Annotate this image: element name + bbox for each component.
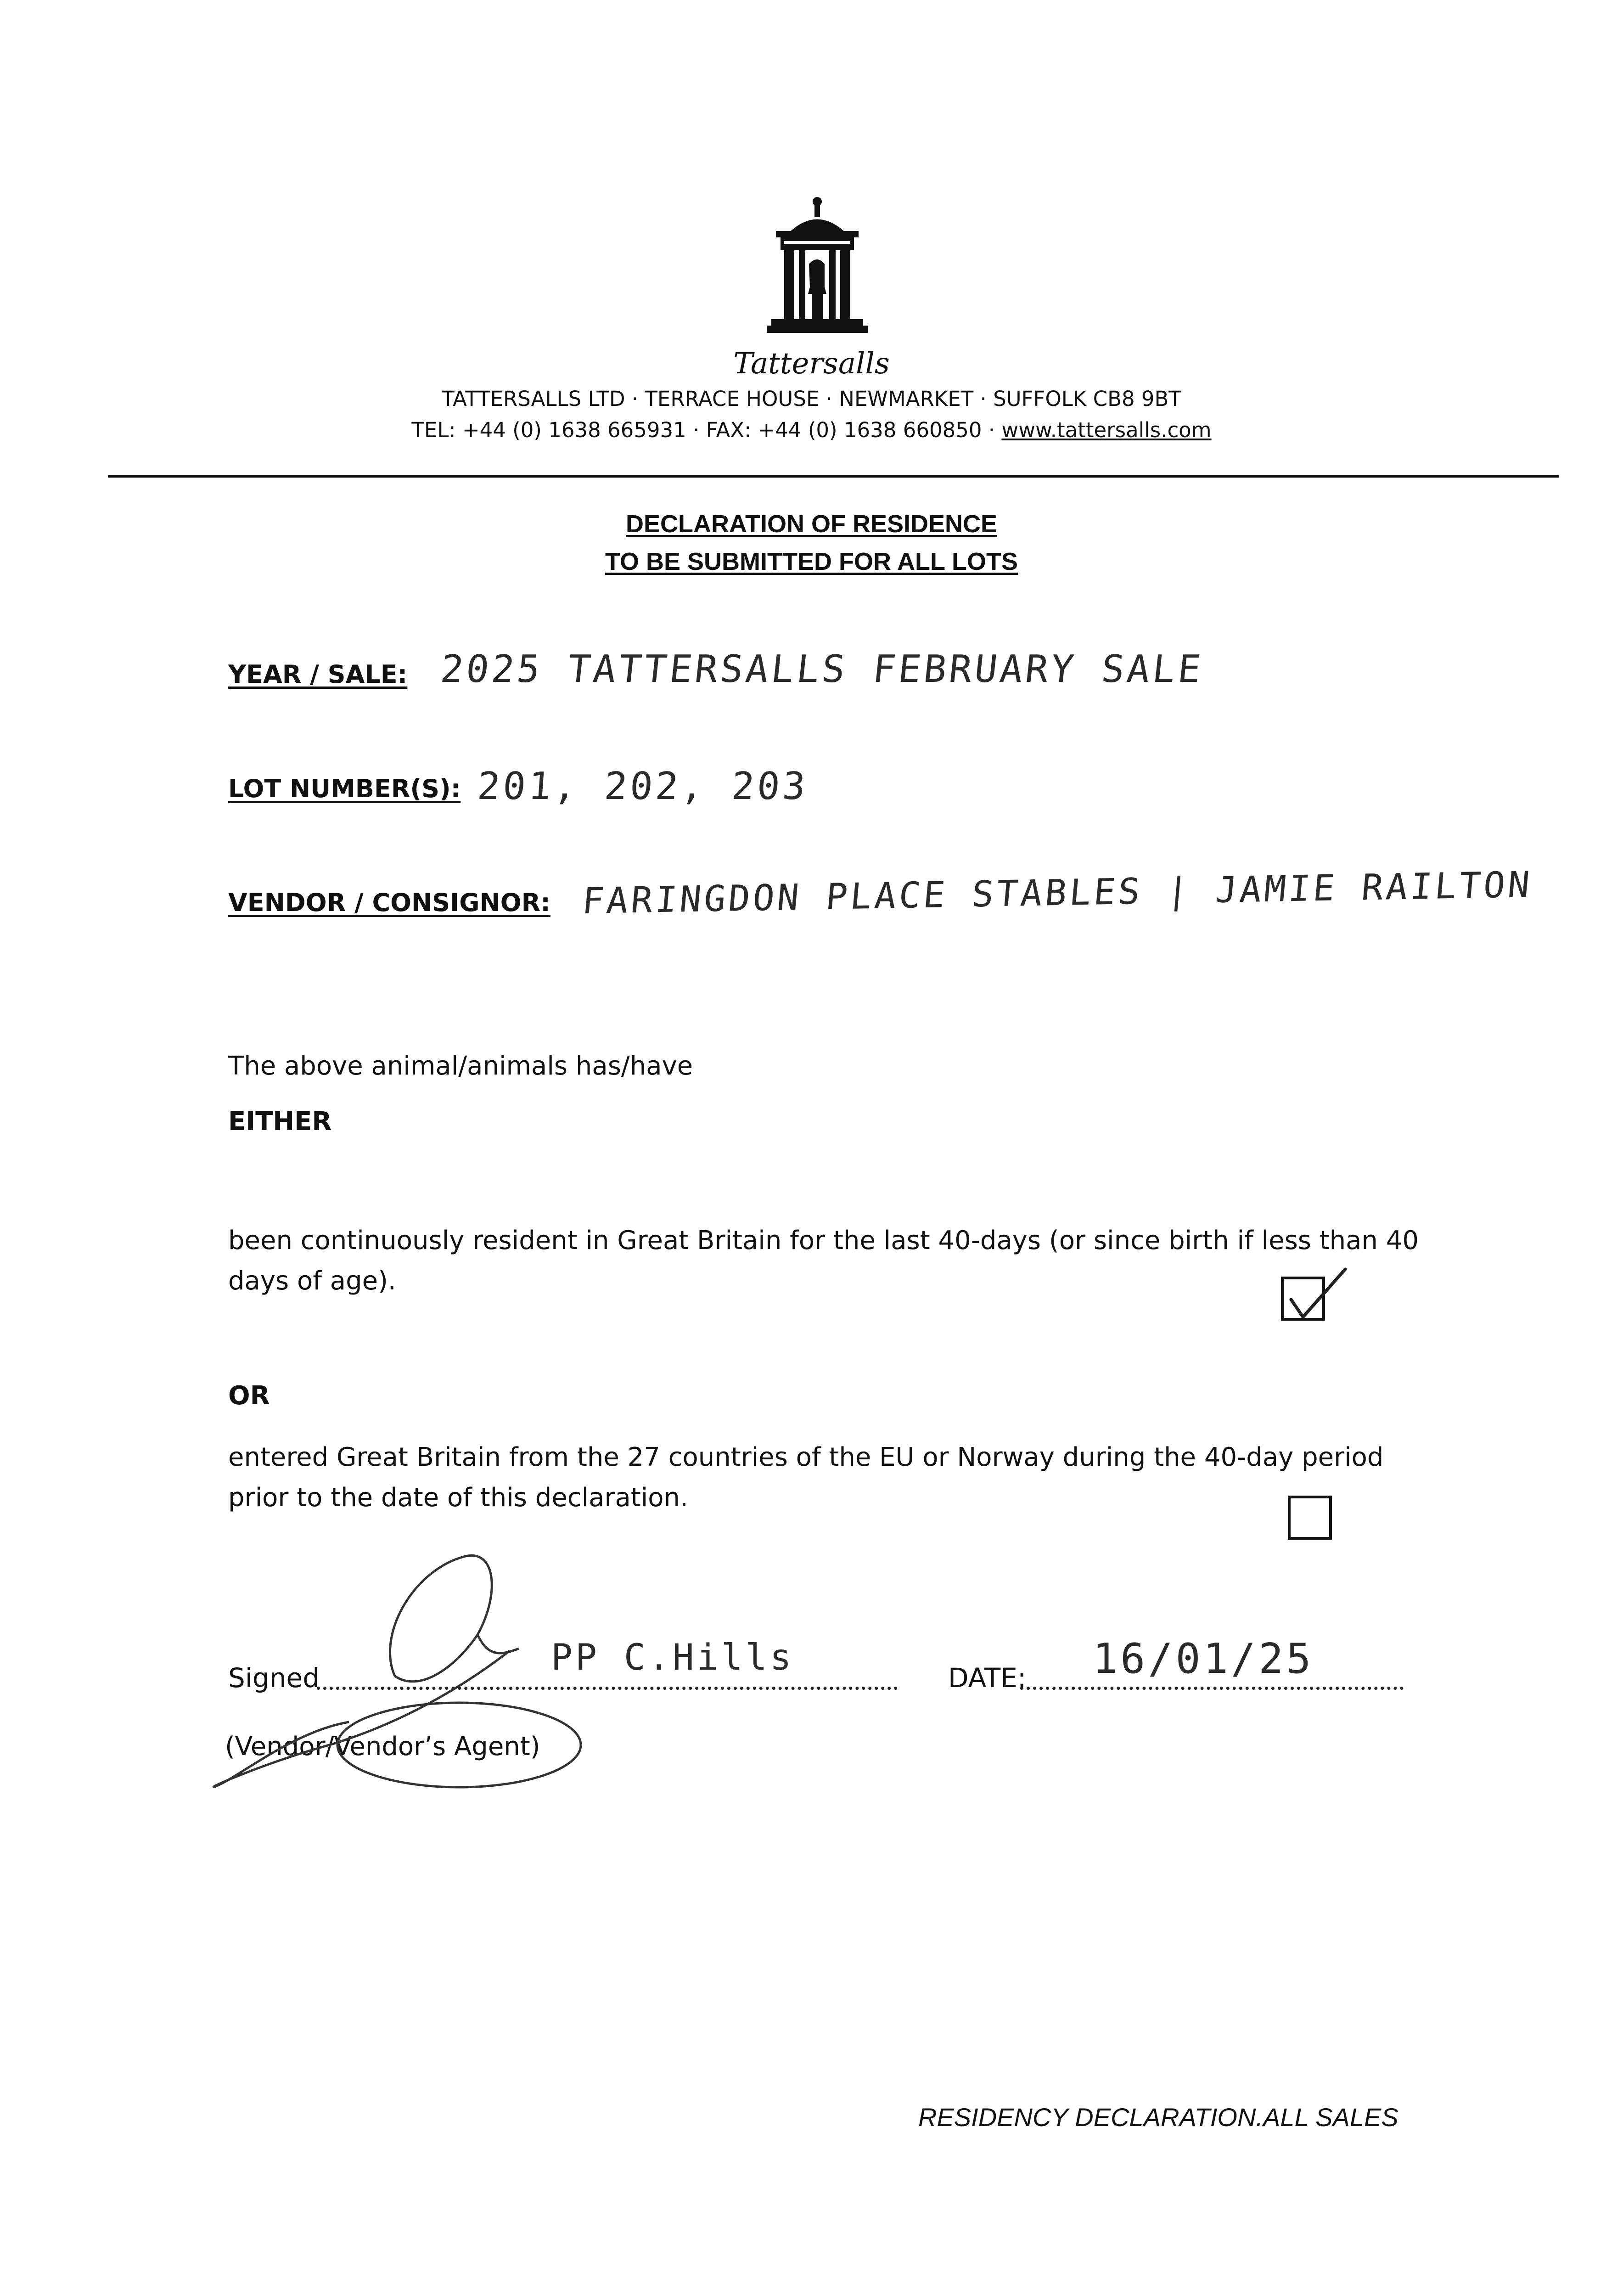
year-sale-label: YEAR / SALE: bbox=[228, 660, 408, 689]
tattersalls-logo-icon bbox=[758, 195, 877, 347]
option-entered-text: entered Great Britain from the 27 countries of the EU or Norway during the 40-day period prior to the date of this declaration. bbox=[228, 1442, 1384, 1513]
website-link[interactable]: www.tattersalls.com bbox=[1001, 418, 1212, 442]
footer-label: RESIDENCY DECLARATION.ALL SALES bbox=[918, 2103, 1398, 2132]
signatory-role: (Vendor/Vendor’s Agent) bbox=[225, 1732, 540, 1761]
vendor-label: VENDOR / CONSIGNOR: bbox=[228, 888, 550, 917]
date-label: DATE: bbox=[948, 1662, 1027, 1694]
document-subtitle: TO BE SUBMITTED FOR ALL LOTS bbox=[605, 548, 1018, 575]
vendor-value: FARINGDON PLACE STABLES | JAMIE RAILTON bbox=[580, 864, 1534, 923]
company-address: TATTERSALLS LTD · TERRACE HOUSE · NEWMARKET · SUFFOLK CB8 9BT bbox=[442, 387, 1181, 411]
declaration-intro: The above animal/animals has/have bbox=[228, 1051, 693, 1081]
option-resident-text: been continuously resident in Great Britain for the last 40-days (or since birth if less than 40 days of age). bbox=[228, 1226, 1419, 1296]
option-entered-checkbox[interactable] bbox=[1288, 1496, 1332, 1540]
lot-numbers-value: 201, 202, 203 bbox=[476, 765, 810, 808]
document-title: DECLARATION OF RESIDENCE bbox=[625, 510, 998, 538]
brand-name: Tattersalls bbox=[733, 347, 890, 381]
date-value: 16/01/25 bbox=[1093, 1635, 1314, 1683]
checkmark-icon bbox=[1281, 1267, 1350, 1322]
signatory-name: PP C.Hills bbox=[551, 1637, 794, 1678]
contact-numbers: TEL: +44 (0) 1638 665931 · FAX: +44 (0) 1638 660850 · bbox=[411, 418, 1002, 442]
or-label: OR bbox=[228, 1381, 270, 1411]
signed-label: Signed bbox=[228, 1662, 320, 1694]
either-label: EITHER bbox=[228, 1107, 332, 1137]
header-divider bbox=[108, 475, 1559, 478]
lot-numbers-label: LOT NUMBER(S): bbox=[228, 774, 461, 803]
company-contact bbox=[0, 418, 1623, 442]
year-sale-value: 2025 TATTERSALLS FEBRUARY SALE bbox=[438, 647, 1206, 691]
